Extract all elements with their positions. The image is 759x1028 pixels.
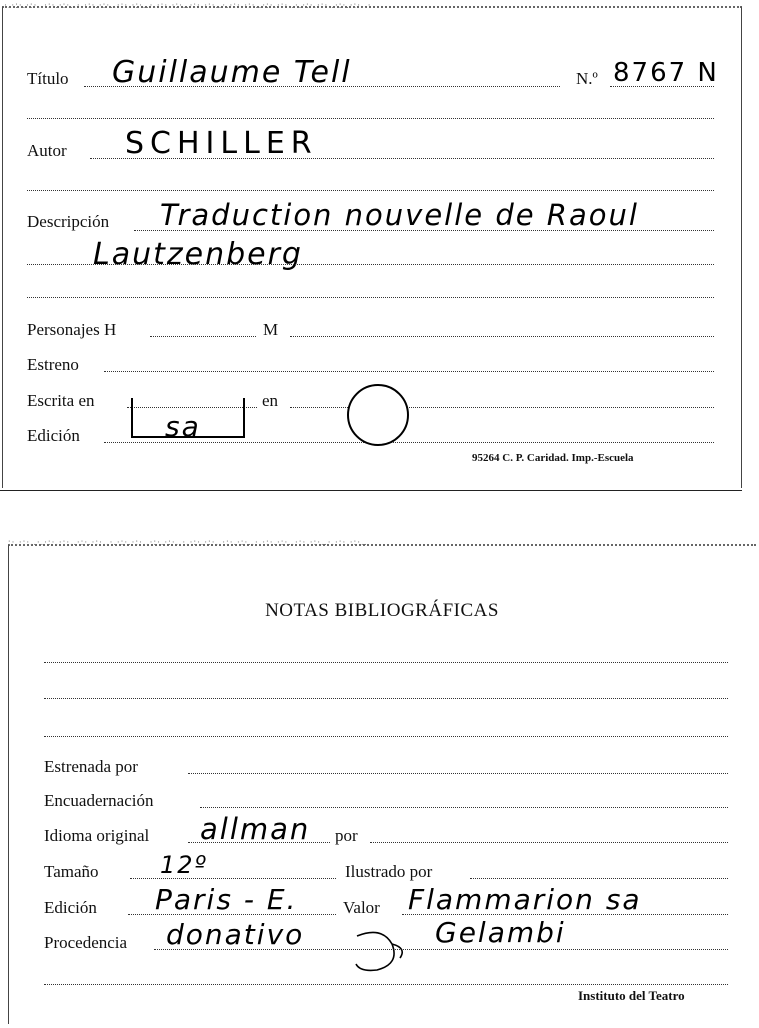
ilustrado-label: Ilustrado por xyxy=(345,862,433,881)
titulo-line xyxy=(84,86,560,87)
blank-line-2 xyxy=(27,190,714,191)
personajes-label: Personajes H xyxy=(27,320,117,339)
blank-line-1 xyxy=(27,118,714,119)
edicion-value: sa xyxy=(165,410,201,443)
encuadernacion-label: Encuadernación xyxy=(44,791,154,810)
signature-flourish xyxy=(352,926,412,976)
numero-label: N.º xyxy=(576,69,598,88)
card-back-edge-texture: :·.·:·..·.·:·.·:·..·:·.·:·..·.·:·.·:·..·:·.·:·..·.·:·.·:·..·:·.·:·..·.·:·.·:·..·:·.·:·..·.·:·.·:·.. xyxy=(8,537,368,547)
descripcion-line-1 xyxy=(134,230,714,231)
autor-line xyxy=(90,158,714,159)
estrenada-line xyxy=(188,773,728,774)
edicion-label: Edición xyxy=(27,426,80,445)
notas-line-2 xyxy=(44,698,728,699)
encuadernacion-line xyxy=(200,807,728,808)
ilustrado-line xyxy=(470,878,728,879)
idioma-por-label: por xyxy=(335,826,358,845)
card-front-bottom-edge xyxy=(0,490,742,491)
idioma-por-line xyxy=(370,842,728,843)
procedencia-line xyxy=(154,949,728,950)
tamano-value: 12º xyxy=(160,851,208,879)
descripcion-line-2 xyxy=(27,264,714,265)
blank-line-3 xyxy=(27,297,714,298)
tamano-label: Tamaño xyxy=(44,862,99,881)
descripcion-value-line2: Lautzenberg xyxy=(93,237,303,272)
idioma-line xyxy=(188,842,330,843)
notas-line-3 xyxy=(44,736,728,737)
valor-label: Valor xyxy=(343,898,380,917)
descripcion-value-line1: Traduction nouvelle de Raoul xyxy=(160,198,639,232)
procedencia-value: donativo xyxy=(166,918,305,951)
descripcion-label: Descripción xyxy=(27,212,110,231)
titulo-value: Guillaume Tell xyxy=(112,55,352,90)
procedencia-value-2: Gelambi xyxy=(435,916,566,949)
footer-institution: Instituto del Teatro xyxy=(578,988,685,1003)
estrenada-label: Estrenada por xyxy=(44,757,138,776)
notas-heading: NOTAS BIBLIOGRÁFICAS xyxy=(265,600,499,621)
idioma-label: Idioma original xyxy=(44,826,150,845)
idioma-value: allman xyxy=(200,812,311,846)
numero-line xyxy=(610,86,714,87)
seal-circle xyxy=(347,384,409,446)
personajes-m-label: M xyxy=(263,320,279,339)
escrita-label: Escrita en xyxy=(27,391,95,410)
printer-imprint: 95264 C. P. Caridad. Imp.-Escuela xyxy=(472,452,634,464)
edicion-back-value: Paris - E. xyxy=(155,883,298,916)
notas-line-1 xyxy=(44,662,728,663)
tamano-line xyxy=(130,878,336,879)
estreno-line xyxy=(104,371,714,372)
edicion-back-line xyxy=(128,914,336,915)
personajes-m-line xyxy=(290,336,714,337)
escrita-en-label: en xyxy=(262,391,279,410)
autor-value: SCHILLER xyxy=(125,126,318,161)
edicion-back-label: Edición xyxy=(44,898,97,917)
titulo-label: Título xyxy=(27,69,69,88)
valor-value: Flammarion sa xyxy=(408,883,642,916)
procedencia-label: Procedencia xyxy=(44,933,128,952)
estreno-label: Estreno xyxy=(27,355,79,374)
personajes-h-line xyxy=(150,336,256,337)
procedencia-line-2 xyxy=(44,984,728,985)
numero-value: 8767 N xyxy=(613,58,719,88)
card-edge-texture: ·.·:·.·:·..·:·.·:·..·.·:·.·:·..·:·.·:·..·.·:·.·:·..·:·.·:·..·.·:·.·:·..·:·.·:·..·.·:·.·:·..·:·.·:·..· xyxy=(4,0,372,10)
autor-label: Autor xyxy=(27,141,67,160)
valor-line xyxy=(402,914,728,915)
